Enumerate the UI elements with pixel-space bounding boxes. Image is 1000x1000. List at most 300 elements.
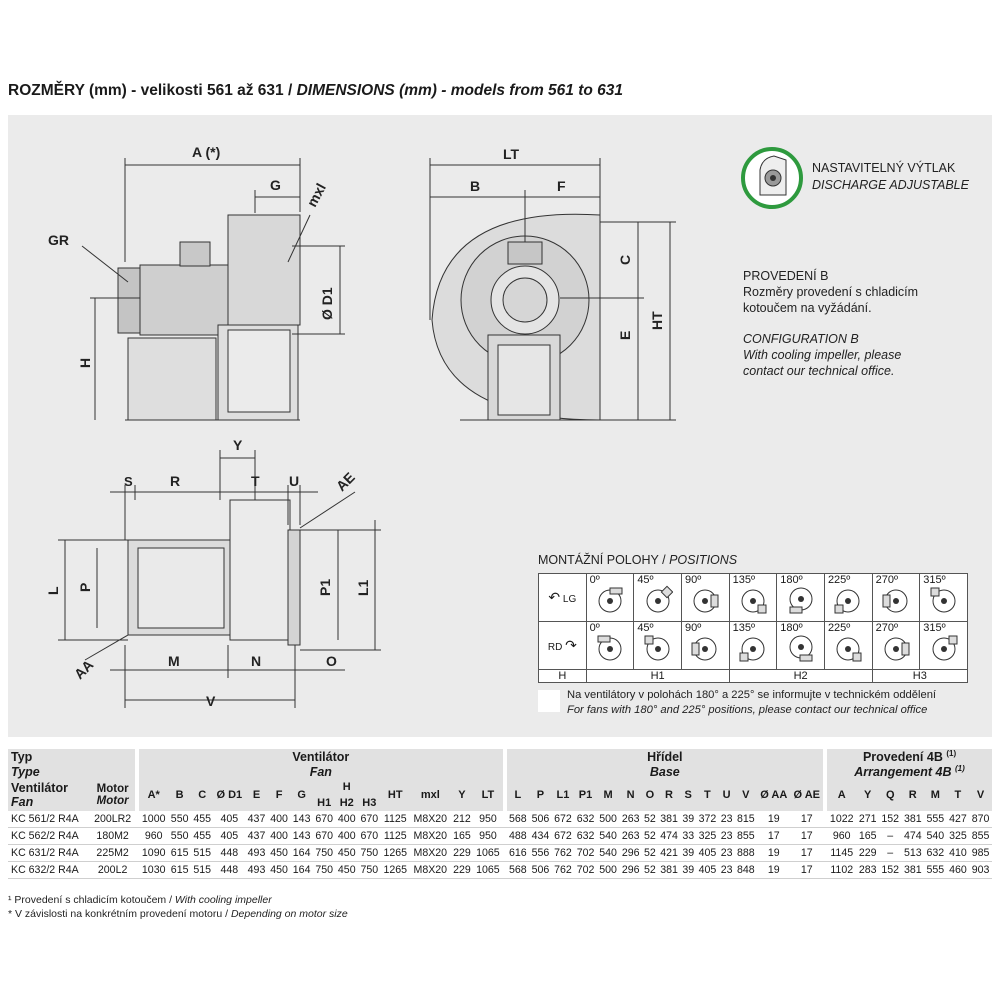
fan-position-icon [786, 585, 816, 615]
positions-grid [538, 573, 968, 681]
table-cell: 750 [358, 862, 381, 879]
table-cell: 500 [597, 862, 620, 879]
table-cell: 400 [268, 811, 291, 828]
table-cell: 540 [924, 828, 947, 845]
dim-label-p: P [77, 582, 93, 592]
table-cell: 670 [358, 828, 381, 845]
col-arr-q: Q [879, 779, 902, 811]
position-rd-180 [777, 622, 825, 670]
table-cell: KC 631/2 R4A [8, 845, 90, 862]
fan-position-icon [738, 585, 768, 615]
footnote-2 [8, 908, 348, 920]
dim-label-mxl: mxl [303, 180, 329, 210]
position-lg-text: LG [562, 594, 577, 605]
dim-label-u: U [289, 473, 300, 489]
col-ae: Ø AE [790, 779, 823, 811]
table-row [8, 828, 992, 845]
angle-label: 270º [875, 574, 898, 586]
table-cell: 855 [735, 828, 758, 845]
table-cell: 568 [507, 862, 530, 879]
col-y: Y [451, 779, 474, 811]
table-cell: 19 [757, 811, 790, 828]
table-cell: – [879, 845, 902, 862]
table-cell: 405 [213, 828, 245, 845]
angle-label: 45º [637, 574, 654, 586]
table-cell: 950 [473, 828, 502, 845]
position-group-h1: H1 [586, 670, 729, 683]
table-cell: 165 [856, 828, 879, 845]
table-cell: 672 [552, 828, 575, 845]
table-cell: 143 [290, 811, 313, 828]
note-marker [538, 690, 560, 712]
angle-label: 0º [589, 622, 600, 634]
dim-label-ht: HT [649, 311, 665, 330]
config-b-title-cz: PROVEDENÍ B [743, 269, 829, 283]
dim-label-h: H [77, 357, 93, 368]
arrangement-en-sup: (1) [955, 764, 965, 774]
dim-label-b: B [470, 178, 481, 194]
dim-label-d1: Ø D1 [319, 287, 335, 320]
table-cell: 152 [879, 811, 902, 828]
discharge-adjustable-icon [743, 149, 801, 207]
position-rd-225 [824, 622, 872, 670]
col-u: U [719, 779, 735, 811]
discharge-label-cz: NASTAVITELNÝ VÝTLAK [812, 161, 956, 175]
col-mxl: mxl [410, 779, 451, 811]
table-cell: 750 [358, 845, 381, 862]
col-arr-t: T [947, 779, 970, 811]
fan-position-icon [929, 585, 959, 615]
table-cell: 888 [735, 845, 758, 862]
dim-label-m: M [168, 653, 180, 669]
table-cell: 1145 [827, 845, 856, 862]
positions-note-cz: Na ventilátory v polohách 180° a 225° se informujte v technickém oddělení [567, 689, 937, 701]
table-cell: 848 [735, 862, 758, 879]
angle-label: 225º [827, 622, 851, 634]
table-cell: 410 [947, 845, 970, 862]
col-arr-a: A [827, 779, 856, 811]
table-cell: 903 [969, 862, 992, 879]
col-b: B [168, 779, 191, 811]
col-fan-header [8, 779, 90, 811]
table-cell: 23 [719, 845, 735, 862]
config-b-text-cz-2: kotoučem na vyžádání. [743, 301, 872, 315]
table-cell: 474 [902, 828, 925, 845]
col-e: E [245, 779, 268, 811]
table-cell: 556 [529, 845, 552, 862]
position-lg-270 [872, 574, 920, 622]
table-cell: 670 [358, 811, 381, 828]
col-p: P [529, 779, 552, 811]
col-fan-en: Fan [11, 795, 34, 810]
fan-position-icon [929, 633, 959, 663]
table-cell: 855 [969, 828, 992, 845]
arrangement-cz-text: Provedení 4B [862, 750, 943, 765]
col-p1: P1 [574, 779, 597, 811]
table-cell: 540 [597, 845, 620, 862]
table-cell: 455 [191, 828, 214, 845]
table-cell: 23 [719, 828, 735, 845]
table-cell: M8X20 [410, 811, 451, 828]
config-b-text-cz-1: Rozměry provedení s chladicím [743, 285, 919, 299]
col-f: F [268, 779, 291, 811]
table-cell: 450 [268, 862, 291, 879]
dim-label-e: E [617, 330, 633, 340]
col-r: R [658, 779, 681, 811]
col-l: L [507, 779, 530, 811]
table-cell: 474 [658, 828, 681, 845]
position-group-h3: H3 [872, 670, 967, 683]
table-cell: 1065 [473, 845, 502, 862]
table-cell: 555 [924, 811, 947, 828]
dim-label-t: T [251, 473, 260, 489]
config-b-title-en: CONFIGURATION B [743, 332, 859, 346]
col-h3: H3 [358, 795, 381, 811]
dim-label-r: R [170, 473, 181, 489]
table-cell: 455 [191, 811, 214, 828]
table-cell: 515 [191, 845, 214, 862]
title-en: DIMENSIONS (mm) - models from 561 to 631 [296, 82, 624, 99]
table-cell: 229 [451, 845, 474, 862]
col-motor-en: Motor [96, 795, 129, 808]
table-cell: 200LR2 [90, 811, 135, 828]
col-arr-v: V [969, 779, 992, 811]
angle-label: 90º [684, 622, 702, 634]
table-cell: 1000 [139, 811, 168, 828]
table-cell: 33 [680, 828, 696, 845]
dim-label-c: C [617, 254, 633, 265]
table-cell: 616 [507, 845, 530, 862]
position-lg-0 [586, 574, 634, 622]
table-cell: 405 [696, 845, 719, 862]
table-cell: 52 [642, 828, 658, 845]
table-cell: 52 [642, 862, 658, 879]
dim-label-s: S [124, 474, 133, 489]
table-cell: KC 632/2 R4A [8, 862, 90, 879]
table-cell: 17 [790, 811, 823, 828]
dim-label-l1: L1 [355, 579, 371, 596]
table-cell: 500 [597, 811, 620, 828]
table-cell: 164 [290, 845, 313, 862]
table-cell: 460 [947, 862, 970, 879]
dimensions-table [8, 749, 992, 879]
table-cell: 17 [790, 845, 823, 862]
col-t: T [696, 779, 719, 811]
dim-label-v: V [206, 693, 216, 709]
position-lg-180 [777, 574, 825, 622]
table-cell: 225M2 [90, 845, 135, 862]
arrangement-cz-sup: (1) [946, 749, 957, 758]
col-arr-m: M [924, 779, 947, 811]
table-cell: 1125 [381, 828, 410, 845]
table-cell: 200L2 [90, 862, 135, 879]
table-cell: 437 [245, 828, 268, 845]
header-type-cz: Typ [8, 749, 135, 764]
position-rd-315 [920, 622, 968, 670]
dim-label-f: F [557, 178, 566, 194]
table-cell: 405 [696, 862, 719, 879]
table-cell: 52 [642, 811, 658, 828]
dim-label-aa: AA [70, 656, 97, 683]
dim-label-o: O [326, 653, 337, 669]
footnote-1-cz: ¹ Provedení s chladicím kotoučem / [8, 894, 172, 906]
dim-label-y: Y [233, 437, 243, 453]
table-cell: 1022 [827, 811, 856, 828]
col-motor-header [90, 779, 135, 811]
col-arr-r: R [902, 779, 925, 811]
header-fan-cz: Ventilátor [139, 749, 503, 764]
rotate-left-icon: ↶ [548, 589, 561, 605]
positions-title [538, 552, 737, 568]
col-fan-cz: Ventilátor [11, 781, 68, 796]
position-rd-270 [872, 622, 920, 670]
table-cell: 39 [680, 811, 696, 828]
position-rd-text: RD [547, 642, 563, 653]
table-cell: 1265 [381, 845, 410, 862]
table-cell: 750 [313, 862, 336, 879]
table-cell: 180M2 [90, 828, 135, 845]
header-base-cz: Hřídel [507, 749, 824, 764]
col-v: V [735, 779, 758, 811]
dim-label-lt: LT [503, 146, 520, 162]
table-cell: M8X20 [410, 862, 451, 879]
dim-label-a: A (*) [192, 144, 221, 160]
table-cell: 17 [757, 828, 790, 845]
position-lg-45 [634, 574, 682, 622]
table-cell: 52 [642, 845, 658, 862]
angle-label: 315º [923, 574, 946, 586]
col-s: S [680, 779, 696, 811]
fan-position-icon [833, 585, 863, 615]
table-cell: 1125 [381, 811, 410, 828]
table-cell: 434 [529, 828, 552, 845]
table-cell: 540 [597, 828, 620, 845]
fan-position-icon [595, 585, 625, 615]
config-b-text-en-2: contact our technical office. [743, 364, 895, 378]
col-o: O [642, 779, 658, 811]
header-arrangement-en [827, 764, 992, 779]
fan-position-icon [595, 633, 625, 663]
discharge-label-en: DISCHARGE ADJUSTABLE [812, 178, 969, 192]
table-cell: 39 [680, 862, 696, 879]
positions-title-cz: MONTÁŽNÍ POLOHY / [538, 553, 666, 567]
table-cell: 555 [924, 862, 947, 879]
table-cell: 493 [245, 845, 268, 862]
fan-position-icon [786, 633, 816, 663]
table-cell: 870 [969, 811, 992, 828]
header-fan-en: Fan [139, 764, 503, 779]
fan-position-icon [690, 585, 720, 615]
table-cell: 165 [451, 828, 474, 845]
table-cell: 421 [658, 845, 681, 862]
table-cell: 702 [574, 862, 597, 879]
table-cell: 515 [191, 862, 214, 879]
col-l1: L1 [552, 779, 575, 811]
table-cell: – [879, 828, 902, 845]
table-cell: 325 [696, 828, 719, 845]
col-h2: H2 [335, 795, 358, 811]
position-group-h: H [539, 670, 587, 683]
positions-note-en: For fans with 180° and 225° positions, please contact our technical office [567, 704, 928, 716]
table-cell: 506 [529, 811, 552, 828]
table-cell: 985 [969, 845, 992, 862]
fan-position-icon [833, 633, 863, 663]
table-cell: 143 [290, 828, 313, 845]
table-cell: 450 [335, 845, 358, 862]
table-cell: 427 [947, 811, 970, 828]
table-cell: 17 [790, 862, 823, 879]
table-cell: 381 [902, 811, 925, 828]
table-body [8, 811, 992, 879]
dim-label-ae: AE [332, 469, 358, 495]
fan-position-icon [643, 633, 673, 663]
table-cell: 632 [924, 845, 947, 862]
table-cell: 23 [719, 811, 735, 828]
table-cell: 960 [139, 828, 168, 845]
position-lg-225 [824, 574, 872, 622]
footnote-2-cz: * V závislosti na konkrétním provedení motoru / [8, 908, 229, 920]
position-row-rd-label [539, 622, 587, 670]
table-cell: 506 [529, 862, 552, 879]
table-cell: 488 [507, 828, 530, 845]
table-cell: 750 [313, 845, 336, 862]
table-cell: 283 [856, 862, 879, 879]
table-cell: 550 [168, 828, 191, 845]
angle-label: 0º [589, 574, 600, 586]
table-cell: M8X20 [410, 845, 451, 862]
table-cell: 23 [719, 862, 735, 879]
fan-position-icon [690, 633, 720, 663]
table-cell: 325 [947, 828, 970, 845]
table-cell: 672 [552, 811, 575, 828]
angle-label: 135º [732, 622, 755, 634]
position-lg-90 [681, 574, 729, 622]
position-lg-135 [729, 574, 777, 622]
config-b-text-en-1: With cooling impeller, please [743, 348, 902, 362]
dim-label-l: L [45, 586, 61, 595]
table-cell: 1265 [381, 862, 410, 879]
header-base-en: Base [507, 764, 824, 779]
table-cell: 448 [213, 845, 245, 862]
table-cell: 670 [313, 828, 336, 845]
angle-label: 90º [684, 574, 702, 586]
fan-position-icon [643, 585, 673, 615]
angle-label: 315º [923, 622, 946, 634]
table-cell: 19 [757, 862, 790, 879]
dim-label-gr: GR [48, 232, 69, 248]
angle-label: 45º [637, 622, 654, 634]
table-cell: KC 561/2 R4A [8, 811, 90, 828]
table-cell: 39 [680, 845, 696, 862]
position-row-lg-label [539, 574, 587, 622]
angle-label: 135º [732, 574, 755, 586]
col-g: G [290, 779, 313, 811]
position-rd-90 [681, 622, 729, 670]
position-group-h2: H2 [729, 670, 872, 683]
fan-position-icon [881, 633, 911, 663]
table-cell: 1090 [139, 845, 168, 862]
table-cell: 381 [658, 811, 681, 828]
dim-label-p1: P1 [317, 578, 333, 596]
col-n: N [619, 779, 642, 811]
table-cell: 296 [619, 845, 642, 862]
table-cell: 762 [552, 845, 575, 862]
col-h-group: H [313, 779, 381, 795]
table-cell: 670 [313, 811, 336, 828]
table-cell: 372 [696, 811, 719, 828]
col-arr-y: Y [856, 779, 879, 811]
table-cell: 229 [856, 845, 879, 862]
table-cell: 448 [213, 862, 245, 879]
table-cell: 615 [168, 845, 191, 862]
table-cell: 400 [268, 828, 291, 845]
position-rd-0 [586, 622, 634, 670]
footnote-1-en: With cooling impeller [174, 894, 272, 906]
table-cell: 960 [827, 828, 856, 845]
table-cell: 229 [451, 862, 474, 879]
angle-label: 225º [827, 574, 851, 586]
fan-position-icon [738, 633, 768, 663]
position-rd-45 [634, 622, 682, 670]
header-arrangement-cz [827, 749, 992, 764]
table-cell: 493 [245, 862, 268, 879]
col-motor-cz: Motor [96, 783, 129, 796]
col-d1: Ø D1 [213, 779, 245, 811]
col-aa: Ø AA [757, 779, 790, 811]
title-cz: ROZMĚRY (mm) - velikosti 561 až 631 / [8, 82, 293, 99]
table-cell: 263 [619, 811, 642, 828]
position-lg-315 [920, 574, 968, 622]
table-cell: 212 [451, 811, 474, 828]
table-cell: M8X20 [410, 828, 451, 845]
footnote-1 [8, 894, 272, 906]
table-cell: 568 [507, 811, 530, 828]
header-type-en: Type [8, 764, 135, 779]
col-lt: LT [473, 779, 502, 811]
table-row [8, 845, 992, 862]
table-cell: 263 [619, 828, 642, 845]
table-cell: 437 [245, 811, 268, 828]
angle-label: 270º [875, 622, 898, 634]
position-rd-135 [729, 622, 777, 670]
table-cell: 400 [335, 811, 358, 828]
table-row [8, 811, 992, 828]
angle-label: 180º [780, 622, 803, 634]
col-a: A* [139, 779, 168, 811]
table-cell: 550 [168, 811, 191, 828]
footnote-2-en: Depending on motor size [230, 908, 348, 920]
table-cell: 400 [335, 828, 358, 845]
table-cell: 405 [213, 811, 245, 828]
dim-label-g: G [270, 177, 281, 193]
arrangement-en-text: Arrangement 4B [854, 765, 952, 780]
table-cell: 1065 [473, 862, 502, 879]
table-cell: 164 [290, 862, 313, 879]
table-cell: 296 [619, 862, 642, 879]
table-cell: 1030 [139, 862, 168, 879]
col-c: C [191, 779, 214, 811]
table-cell: 513 [902, 845, 925, 862]
table-cell: 632 [574, 811, 597, 828]
table-cell: 762 [552, 862, 575, 879]
table-cell: 381 [658, 862, 681, 879]
table-cell: 1102 [827, 862, 856, 879]
table-cell: 950 [473, 811, 502, 828]
table-cell: 17 [790, 828, 823, 845]
table-cell: 632 [574, 828, 597, 845]
table-cell: 615 [168, 862, 191, 879]
table-row [8, 862, 992, 879]
